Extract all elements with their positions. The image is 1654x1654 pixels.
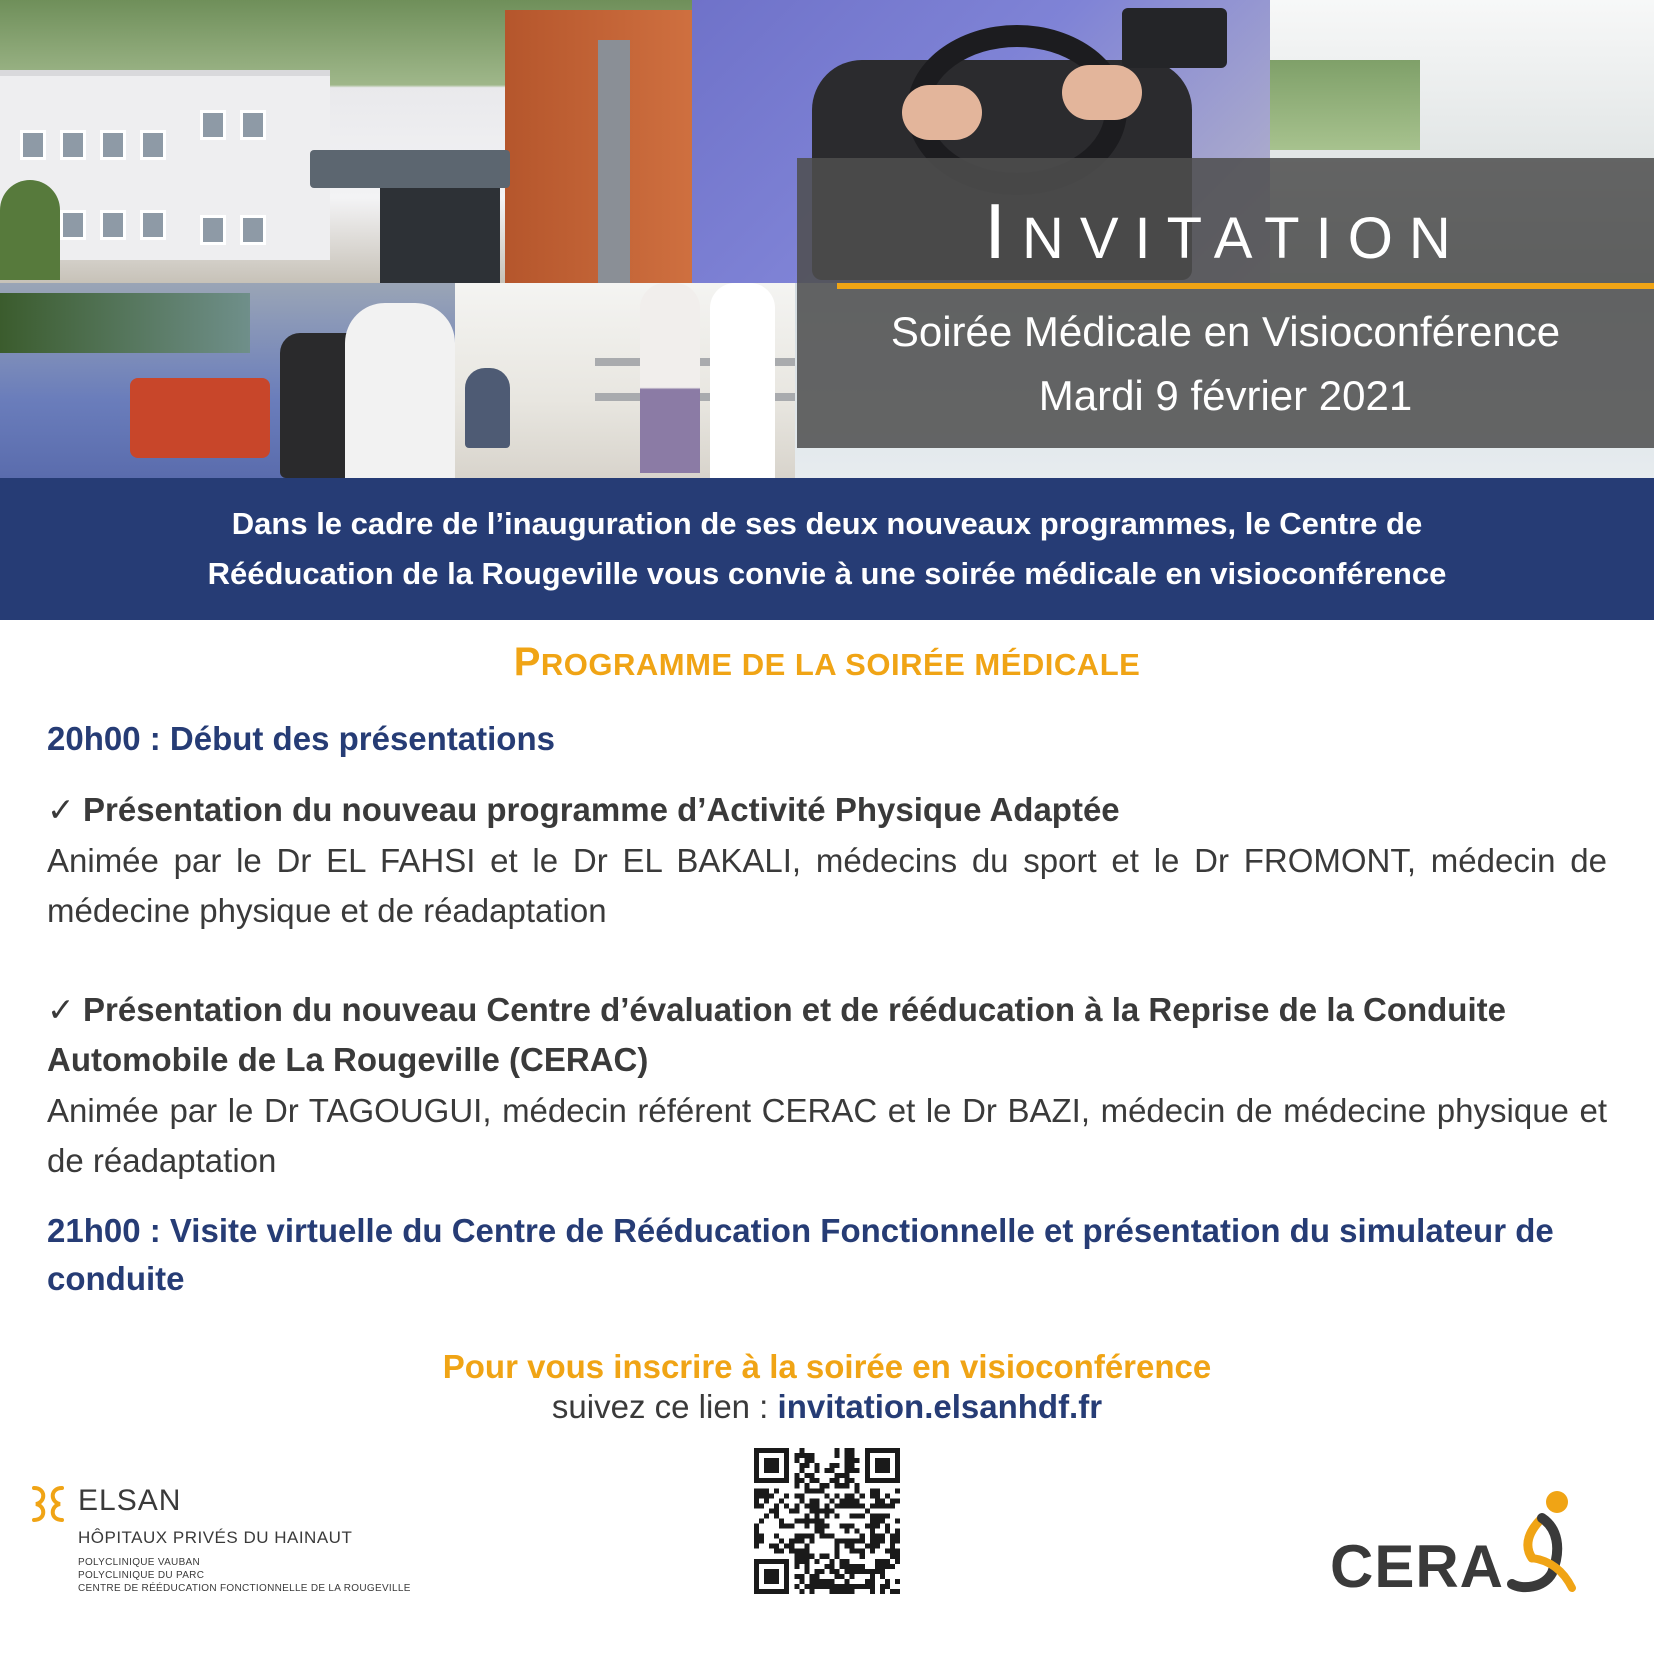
invitation-title: INVITATION bbox=[984, 187, 1467, 275]
qr-code[interactable] bbox=[754, 1448, 900, 1594]
registration-link[interactable]: invitation.elsanhdf.fr bbox=[777, 1388, 1103, 1425]
elsan-logo bbox=[28, 1480, 448, 1600]
program-start-time: 20h00 : Début des présentations bbox=[47, 720, 555, 757]
presentation-1-speakers: Animée par le Dr EL FAHSI et le Dr EL BAKALI, médecins du sport et le Dr FROMONT, médecin de médecine physique et de réadaptation bbox=[47, 842, 1607, 929]
elsan-mark-icon bbox=[28, 1484, 68, 1524]
registration-link-line bbox=[0, 1388, 1654, 1426]
registration-call: Pour vous inscrire à la soirée en visioconférence bbox=[442, 1348, 1212, 1385]
intro-line-1: Dans le cadre de l’inauguration de ses deux nouveaux programmes, le Centre de bbox=[231, 506, 1423, 541]
check-icon: ✓ bbox=[47, 991, 75, 1028]
registration-follow-text: suivez ce lien : bbox=[551, 1388, 778, 1425]
elsan-site-1: POLYCLINIQUE VAUBAN bbox=[78, 1557, 201, 1568]
elsan-site-2: POLYCLINIQUE DU PARC bbox=[78, 1570, 205, 1581]
check-icon: ✓ bbox=[47, 791, 75, 828]
cerac-figure-icon bbox=[1502, 1488, 1602, 1603]
elsan-name: ELSAN bbox=[78, 1484, 182, 1517]
cerac-name: CERA bbox=[1330, 1533, 1505, 1600]
event-subtitle: Soirée Médicale en Visioconférence bbox=[890, 308, 1561, 355]
presentation-1-title: ✓ Présentation du nouveau programme d’Activité Physique Adaptée bbox=[47, 785, 1607, 835]
title-panel bbox=[797, 158, 1654, 448]
event-date: Mardi 9 février 2021 bbox=[1038, 372, 1413, 419]
presentation-2-title: ✓ Présentation du nouveau Centre d’évaluation et de rééducation à la Reprise de la Conduite Automobile de La Rougeville (CERAC) bbox=[47, 985, 1607, 1085]
program-title: PROGRAMME DE LA SOIRÉE MÉDICALE bbox=[513, 640, 1141, 684]
photo-driving-simulator bbox=[0, 283, 455, 478]
photo-building bbox=[0, 0, 692, 283]
program-end-time: 21h00 : Visite virtuelle du Centre de Rééducation Fonctionnelle et présentation du simulateur de conduite bbox=[47, 1212, 1554, 1297]
cerac-logo bbox=[1330, 1488, 1600, 1608]
elsan-subtitle: HÔPITAUX PRIVÉS DU HAINAUT bbox=[78, 1528, 353, 1547]
photo-parallel-bars bbox=[455, 283, 795, 478]
elsan-site-3: CENTRE DE RÉÉDUCATION FONCTIONNELLE DE LA ROUGEVILLE bbox=[78, 1583, 411, 1594]
header-photo-collage bbox=[0, 0, 1654, 478]
title-divider bbox=[837, 283, 1654, 289]
presentation-2-speakers: Animée par le Dr TAGOUGUI, médecin référent CERAC et le Dr BAZI, médecin de médecine physique et de réadaptation bbox=[47, 1092, 1607, 1179]
intro-band bbox=[0, 478, 1654, 620]
intro-line-2: Rééducation de la Rougeville vous convie à une soirée médicale en visioconférence bbox=[207, 556, 1447, 591]
